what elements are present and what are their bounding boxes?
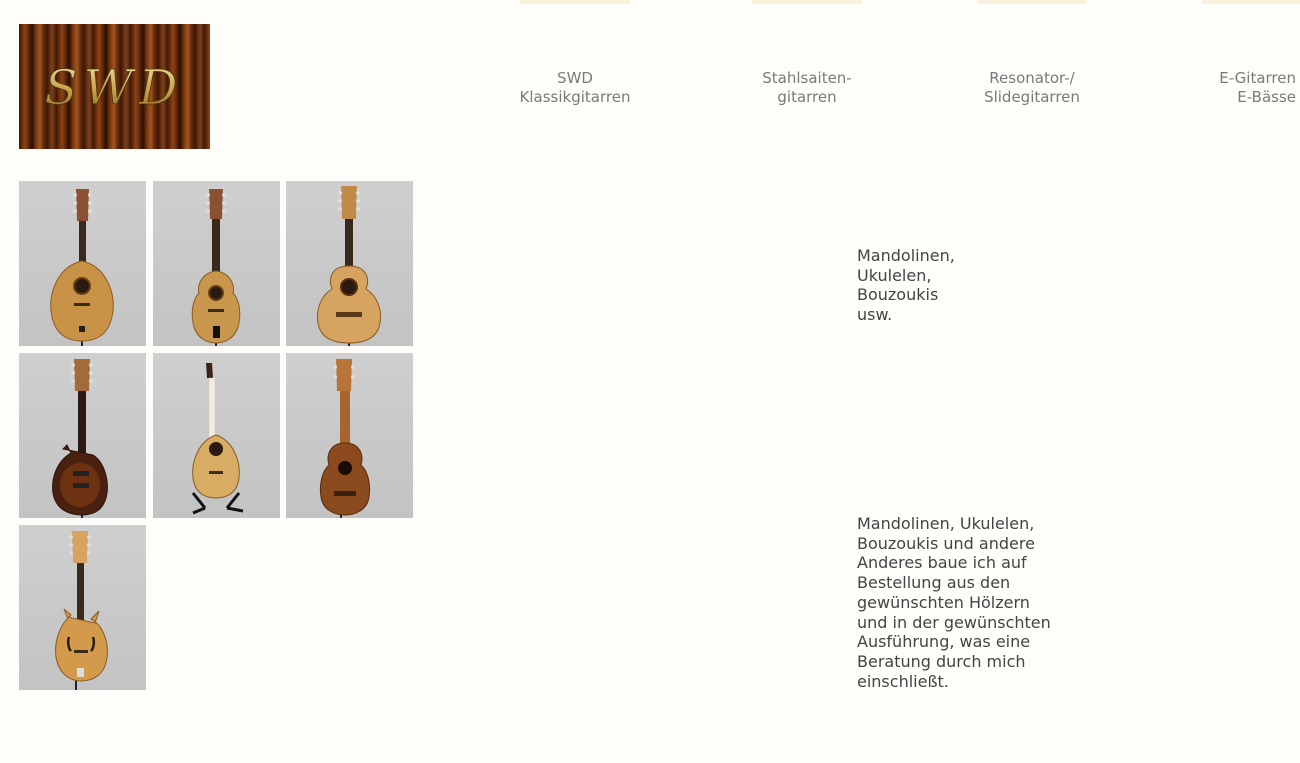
nav-link-line2: Slidegitarren — [984, 88, 1080, 106]
nav-link-line1: Resonator-/ — [989, 69, 1075, 87]
section-description: Mandolinen, Ukulelen, Bouzoukis und andere Anderes baue ich auf Bestellung aus den gewünschten Hölzern und in der gewünschten Ausführung, was eine Beratung durch mich einschließt. — [857, 514, 1051, 691]
nav-link-klassikgitarren[interactable] — [490, 69, 660, 107]
gallery-thumb-bouzouki[interactable] — [153, 181, 280, 346]
nav-link-line2: E-Bässe — [1237, 88, 1296, 106]
gallery-thumb-small-guitar[interactable] — [286, 181, 413, 346]
electric-mandolin-photo-icon — [19, 353, 146, 518]
nav-link-line2: Klassikgitarren — [519, 88, 631, 106]
nav-tab-indicator — [752, 0, 862, 4]
site-logo[interactable] — [19, 24, 210, 149]
gallery-thumb-electric-mandolin[interactable] — [19, 353, 146, 518]
f-style-mandolin-photo-icon — [19, 525, 146, 690]
nav-link-line1: Stahlsaiten- — [762, 69, 852, 87]
nav-link-line2: gitarren — [777, 88, 837, 106]
nav-link-line1: E-Gitarren — [1219, 69, 1296, 87]
mandolin-photo-icon — [19, 181, 146, 346]
gallery-thumb-f-style-mandolin[interactable] — [19, 525, 146, 690]
ukulele-photo-icon — [286, 353, 413, 518]
nav-tab-indicator — [977, 0, 1087, 4]
gallery-thumb-ukulele[interactable] — [286, 353, 413, 518]
svg-text:SWD: SWD — [44, 60, 184, 116]
logo-text-graphic — [19, 24, 210, 149]
bouzouki-photo-icon — [153, 181, 280, 346]
nav-tab-indicator — [1202, 0, 1300, 4]
nav-tab-indicator — [520, 0, 630, 4]
gallery-thumb-bouzouki-back[interactable] — [153, 353, 280, 518]
nav-link-e-gitarren[interactable] — [1172, 69, 1300, 107]
nav-link-line1: SWD — [557, 69, 593, 87]
nav-link-resonator-slidegitarren[interactable] — [947, 69, 1117, 107]
gallery-thumb-mandolin[interactable] — [19, 181, 146, 346]
small-guitar-photo-icon — [286, 181, 413, 346]
section-heading: Mandolinen, Ukulelen, Bouzoukis usw. — [857, 246, 955, 325]
bouzouki-back-photo-icon — [153, 353, 280, 518]
nav-link-stahlsaitengitarren[interactable] — [722, 69, 892, 107]
